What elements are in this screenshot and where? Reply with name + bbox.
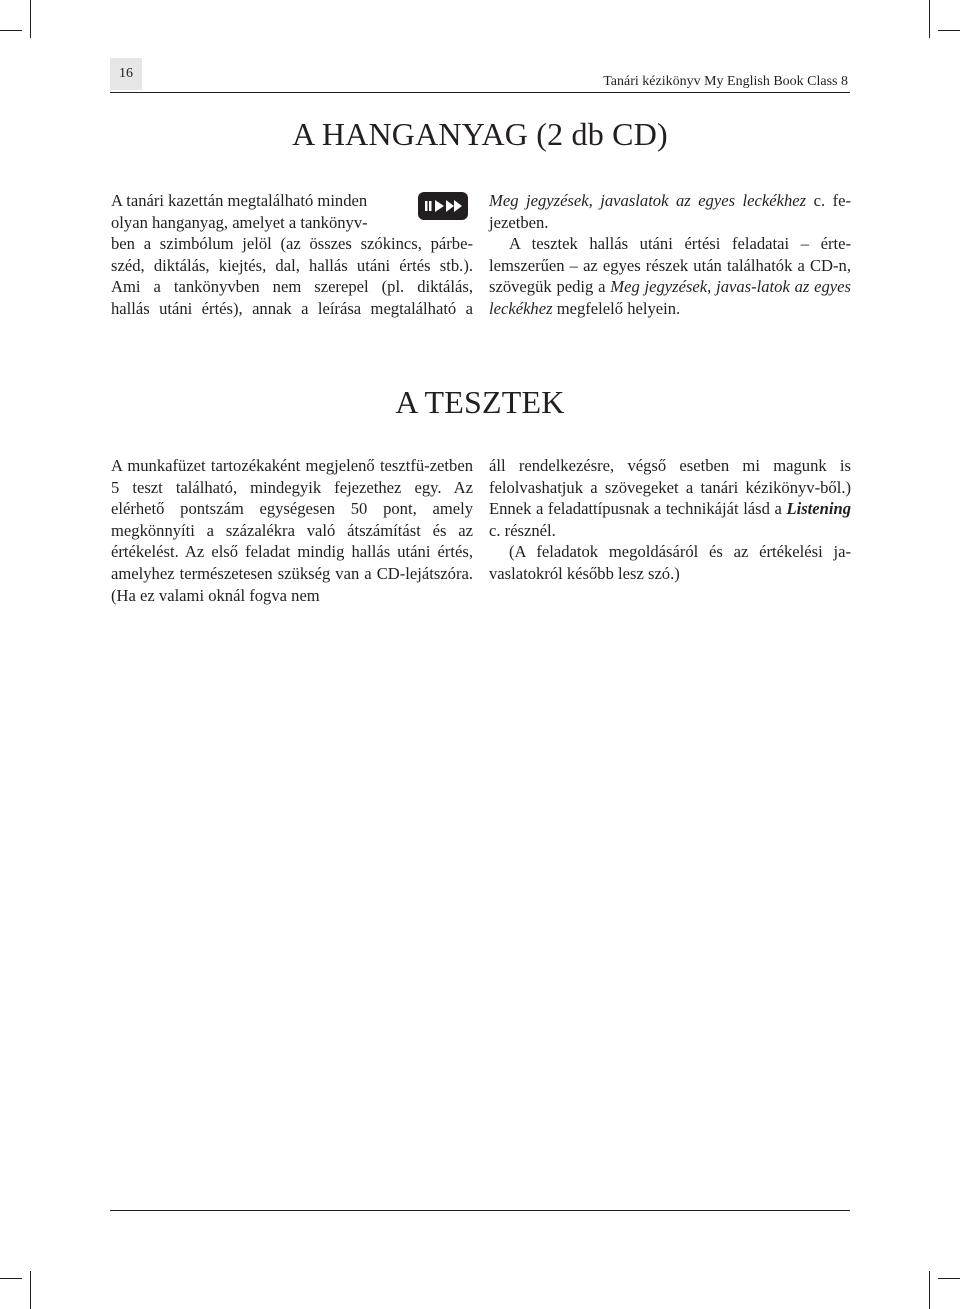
text-line: széd, diktálás, kiejtés, dal, hallás utáni értés stb.). bbox=[111, 255, 473, 275]
text-span: megfelelő helyein. bbox=[552, 298, 681, 318]
play-pause-forward-icon bbox=[418, 192, 468, 220]
section-title-tesztek: A TESZTEK bbox=[395, 384, 565, 420]
text-span: A tesztek hallás utáni értési feladatai – érte-lemszerűen – az egyes részek után találhatók a CD-n, szövegük pedig a bbox=[489, 234, 851, 297]
section2-left-column bbox=[111, 455, 473, 606]
text-line: Ami a tankönyvben nem szerepel (pl. diktálás, bbox=[111, 277, 473, 297]
crop-mark-bottom-left-h bbox=[0, 1278, 22, 1279]
crop-mark-bottom-left-v bbox=[30, 1271, 31, 1309]
crop-mark-top-left-h bbox=[0, 30, 22, 31]
paragraph bbox=[489, 455, 851, 541]
text-span: c. fe-jezetben. bbox=[489, 191, 851, 232]
italic-reference: Meg jegyzések, javaslatok az egyes leckékhez bbox=[489, 191, 807, 210]
paragraph: (A feladatok megoldásáról és az értékelési ja-vaslatokról később lesz szó.) bbox=[489, 542, 851, 583]
text-line: hallás utáni értés), annak a leírása megtalálható a bbox=[111, 298, 473, 318]
bold-italic-reference: Listening bbox=[786, 499, 851, 519]
paragraph bbox=[489, 233, 851, 319]
footer-rule bbox=[110, 1210, 850, 1211]
section1-right-column bbox=[489, 190, 851, 320]
paragraph bbox=[489, 190, 851, 233]
section-title-hanganyag: A HANGANYAG (2 db CD) bbox=[292, 116, 668, 152]
text-span: áll rendelkezésre, végső esetben mi magunk is felolvashatjuk a szövegeket a tanári kézikönyv-ből.) Ennek a feladattípusnak a technikáját lásd a bbox=[489, 456, 851, 519]
crop-mark-top-right-h bbox=[938, 30, 960, 31]
text-line: ben a szimbólum jelöl (az összes szókincs, párbe- bbox=[111, 234, 473, 254]
text-span: c. résznél. bbox=[489, 520, 556, 540]
crop-mark-top-left-v bbox=[30, 0, 31, 38]
paragraph: A munkafüzet tartozékaként megjelenő tesztfü-zetben 5 teszt található, mindegyik fejezethez egy. Az elérhető pontszám egységesen 50 pont, amely megkönnyíti a százalékra való átszámítást és az értékelést. Az első feladat mindig hallás utáni értés, amelyhez természetesen szükség van a CD-lejátszóra. (Ha ez valami oknál fogva nem bbox=[111, 456, 473, 605]
crop-mark-bottom-right-v bbox=[929, 1271, 930, 1309]
italic-reference: Meg jegyzések, javas-latok az egyes leckékhez bbox=[489, 277, 851, 318]
header-rule bbox=[110, 92, 850, 93]
crop-mark-bottom-right-h bbox=[938, 1278, 960, 1279]
text-line: olyan hanganyag, amelyet a tankönyv- bbox=[111, 212, 368, 232]
running-head: Tanári kézikönyv My English Book Class 8 bbox=[603, 74, 848, 89]
page-number: 16 bbox=[110, 58, 142, 90]
crop-mark-top-right-v bbox=[929, 0, 930, 38]
section2-right-column bbox=[489, 455, 851, 585]
text-line: A tanári kazettán megtalálható minden bbox=[111, 191, 368, 210]
